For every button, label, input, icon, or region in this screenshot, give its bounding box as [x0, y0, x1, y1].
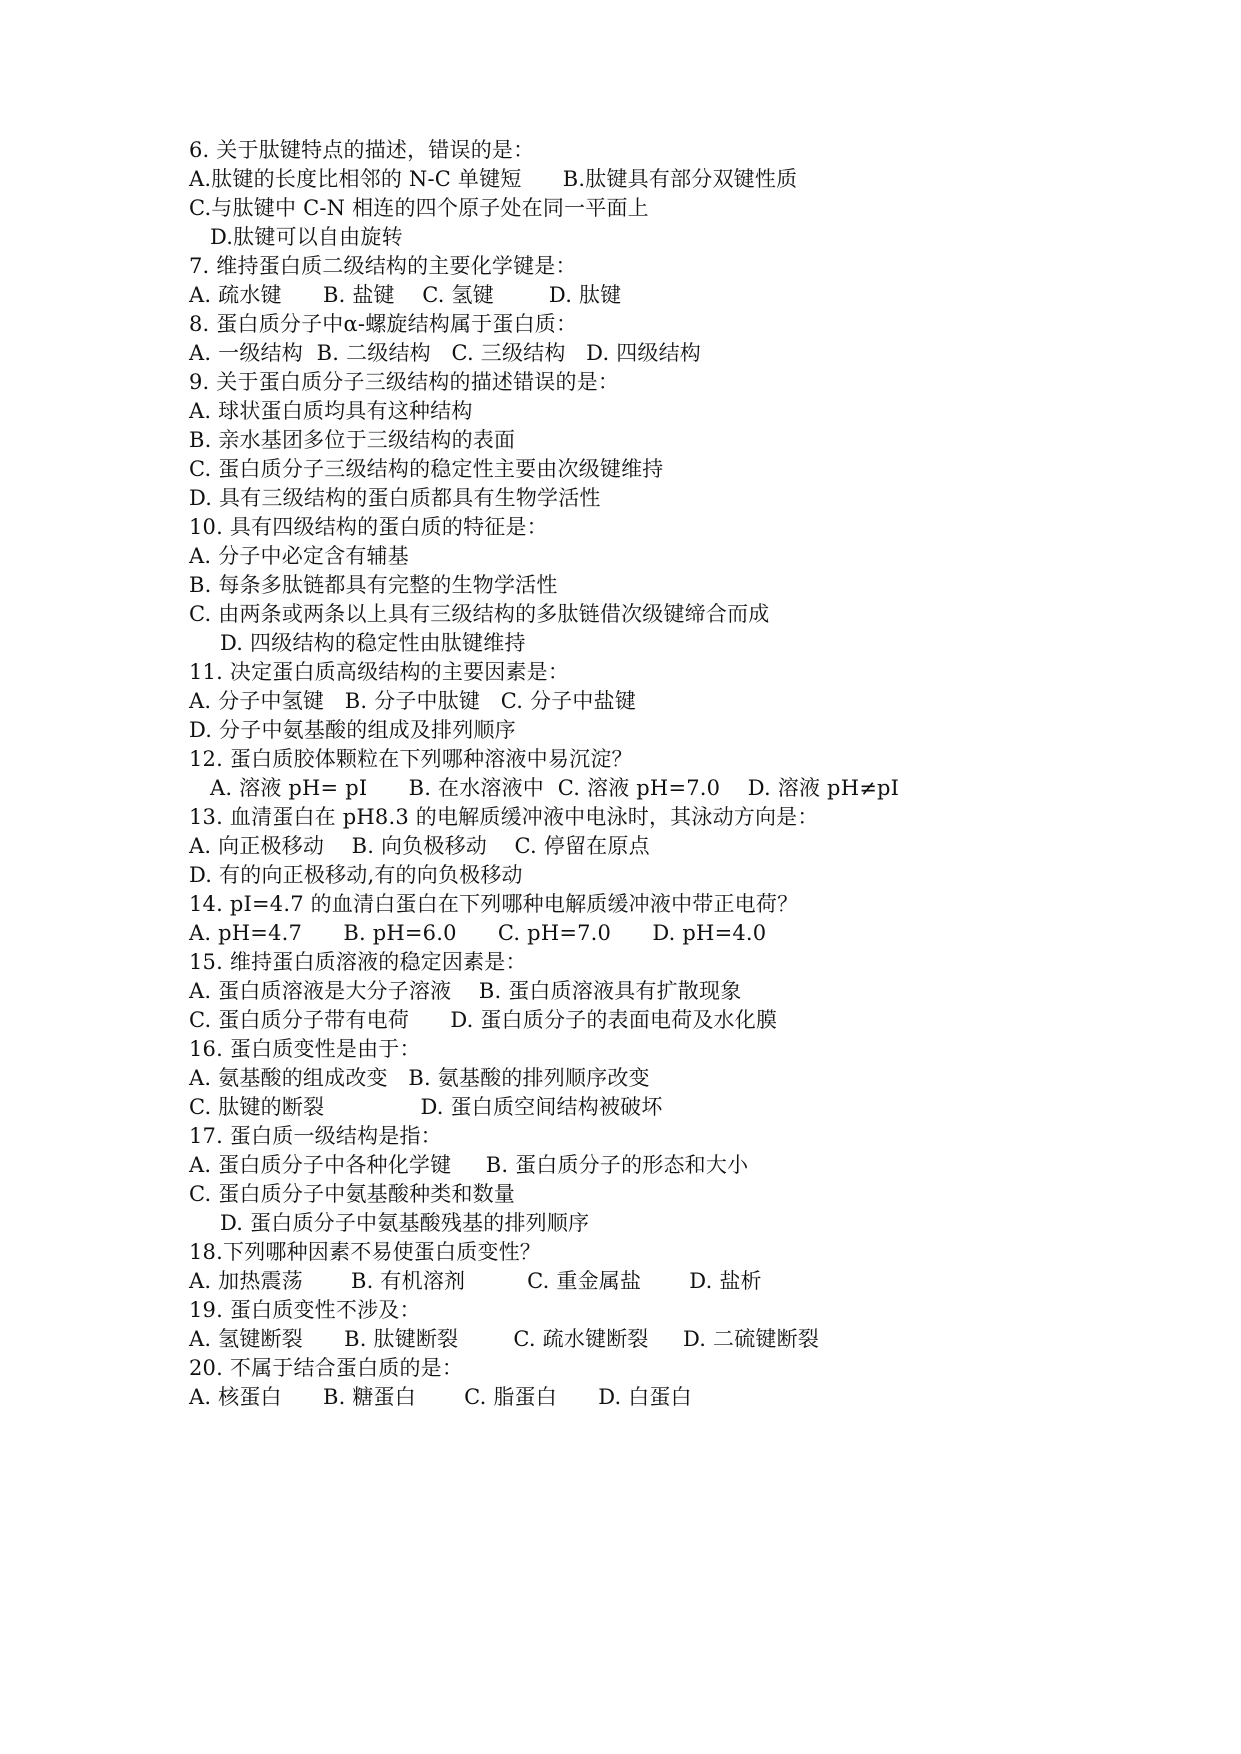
- options-17-ab: A. 蛋白质分子中各种化学键 B. 蛋白质分子的形态和大小: [189, 1153, 749, 1177]
- option-17-d: D. 蛋白质分子中氨基酸残基的排列顺序: [220, 1211, 590, 1235]
- option-10-b: B. 每条多肽链都具有完整的生物学活性: [189, 573, 558, 597]
- question-9: 9. 关于蛋白质分子三级结构的描述错误的是：: [189, 370, 620, 394]
- options-7: A. 疏水键 B. 盐键 C. 氢键 D. 肽键: [189, 283, 622, 307]
- options-11-abc: A. 分子中氢键 B. 分子中肽键 C. 分子中盐键: [189, 689, 637, 713]
- option-17-c: C. 蛋白质分子中氨基酸种类和数量: [189, 1182, 516, 1206]
- options-15-cd: C. 蛋白质分子带有电荷 D. 蛋白质分子的表面电荷及水化膜: [189, 1008, 778, 1032]
- option-9-a: A. 球状蛋白质均具有这种结构: [189, 399, 473, 423]
- question-7: 7. 维持蛋白质二级结构的主要化学键是：: [189, 254, 577, 278]
- options-13-abc: A. 向正极移动 B. 向负极移动 C. 停留在原点: [189, 834, 650, 858]
- option-9-d: D. 具有三级结构的蛋白质都具有生物学活性: [189, 486, 601, 510]
- option-11-d: D. 分子中氨基酸的组成及排列顺序: [189, 718, 516, 742]
- question-12: 12. 蛋白质胶体颗粒在下列哪种溶液中易沉淀？: [189, 747, 633, 771]
- question-8: 8. 蛋白质分子中α-螺旋结构属于蛋白质：: [189, 312, 578, 336]
- option-10-a: A. 分子中必定含有辅基: [189, 544, 409, 568]
- option-13-d: D. 有的向正极移动,有的向负极移动: [189, 863, 523, 887]
- options-14: A. pH=4.7 B. pH=6.0 C. pH=7.0 D. pH=4.0: [189, 921, 767, 945]
- option-10-c: C. 由两条或两条以上具有三级结构的多肽链借次级键缔合而成: [189, 602, 770, 626]
- question-20: 20. 不属于结合蛋白质的是：: [189, 1356, 464, 1380]
- question-17: 17. 蛋白质一级结构是指：: [189, 1124, 442, 1148]
- option-10-d: D. 四级结构的稳定性由肽键维持: [220, 631, 526, 655]
- question-18: 18.下列哪种因素不易使蛋白质变性？: [189, 1240, 541, 1264]
- options-6-ab: A.肽键的长度比相邻的 N-C 单键短 B.肽键具有部分双键性质: [189, 167, 798, 191]
- options-18: A. 加热震荡 B. 有机溶剂 C. 重金属盐 D. 盐析: [189, 1269, 762, 1293]
- options-12: A. 溶液 pH= pI B. 在水溶液中 C. 溶液 pH=7.0 D. 溶液 pH≠pI: [210, 776, 900, 800]
- option-9-c: C. 蛋白质分子三级结构的稳定性主要由次级键维持: [189, 457, 664, 481]
- option-6-d: D.肽键可以自由旋转: [210, 225, 403, 249]
- options-16-cd: C. 肽键的断裂 D. 蛋白质空间结构被破坏: [189, 1095, 663, 1119]
- options-20: A. 核蛋白 B. 糖蛋白 C. 脂蛋白 D. 白蛋白: [189, 1385, 692, 1409]
- question-14: 14. pI=4.7 的血清白蛋白在下列哪种电解质缓冲液中带正电荷？: [189, 892, 799, 916]
- question-13: 13. 血清蛋白在 pH8.3 的电解质缓冲液中电泳时，其泳动方向是：: [189, 805, 819, 829]
- question-16: 16. 蛋白质变性是由于：: [189, 1037, 421, 1061]
- options-16-ab: A. 氨基酸的组成改变 B. 氨基酸的排列顺序改变: [189, 1066, 650, 1090]
- question-19: 19. 蛋白质变性不涉及：: [189, 1298, 421, 1322]
- question-10: 10. 具有四级结构的蛋白质的特征是：: [189, 515, 548, 539]
- options-15-ab: A. 蛋白质溶液是大分子溶液 B. 蛋白质溶液具有扩散现象: [189, 979, 742, 1003]
- question-6: 6. 关于肽键特点的描述，错误的是：: [189, 138, 535, 162]
- question-11: 11. 决定蛋白质高级结构的主要因素是：: [189, 660, 570, 684]
- option-9-b: B. 亲水基团多位于三级结构的表面: [189, 428, 516, 452]
- question-15: 15. 维持蛋白质溶液的稳定因素是：: [189, 950, 527, 974]
- options-19: A. 氢键断裂 B. 肽键断裂 C. 疏水键断裂 D. 二硫键断裂: [189, 1327, 820, 1351]
- options-8: A. 一级结构 B. 二级结构 C. 三级结构 D. 四级结构: [189, 341, 702, 365]
- option-6-c: C.与肽键中 C-N 相连的四个原子处在同一平面上: [189, 196, 649, 220]
